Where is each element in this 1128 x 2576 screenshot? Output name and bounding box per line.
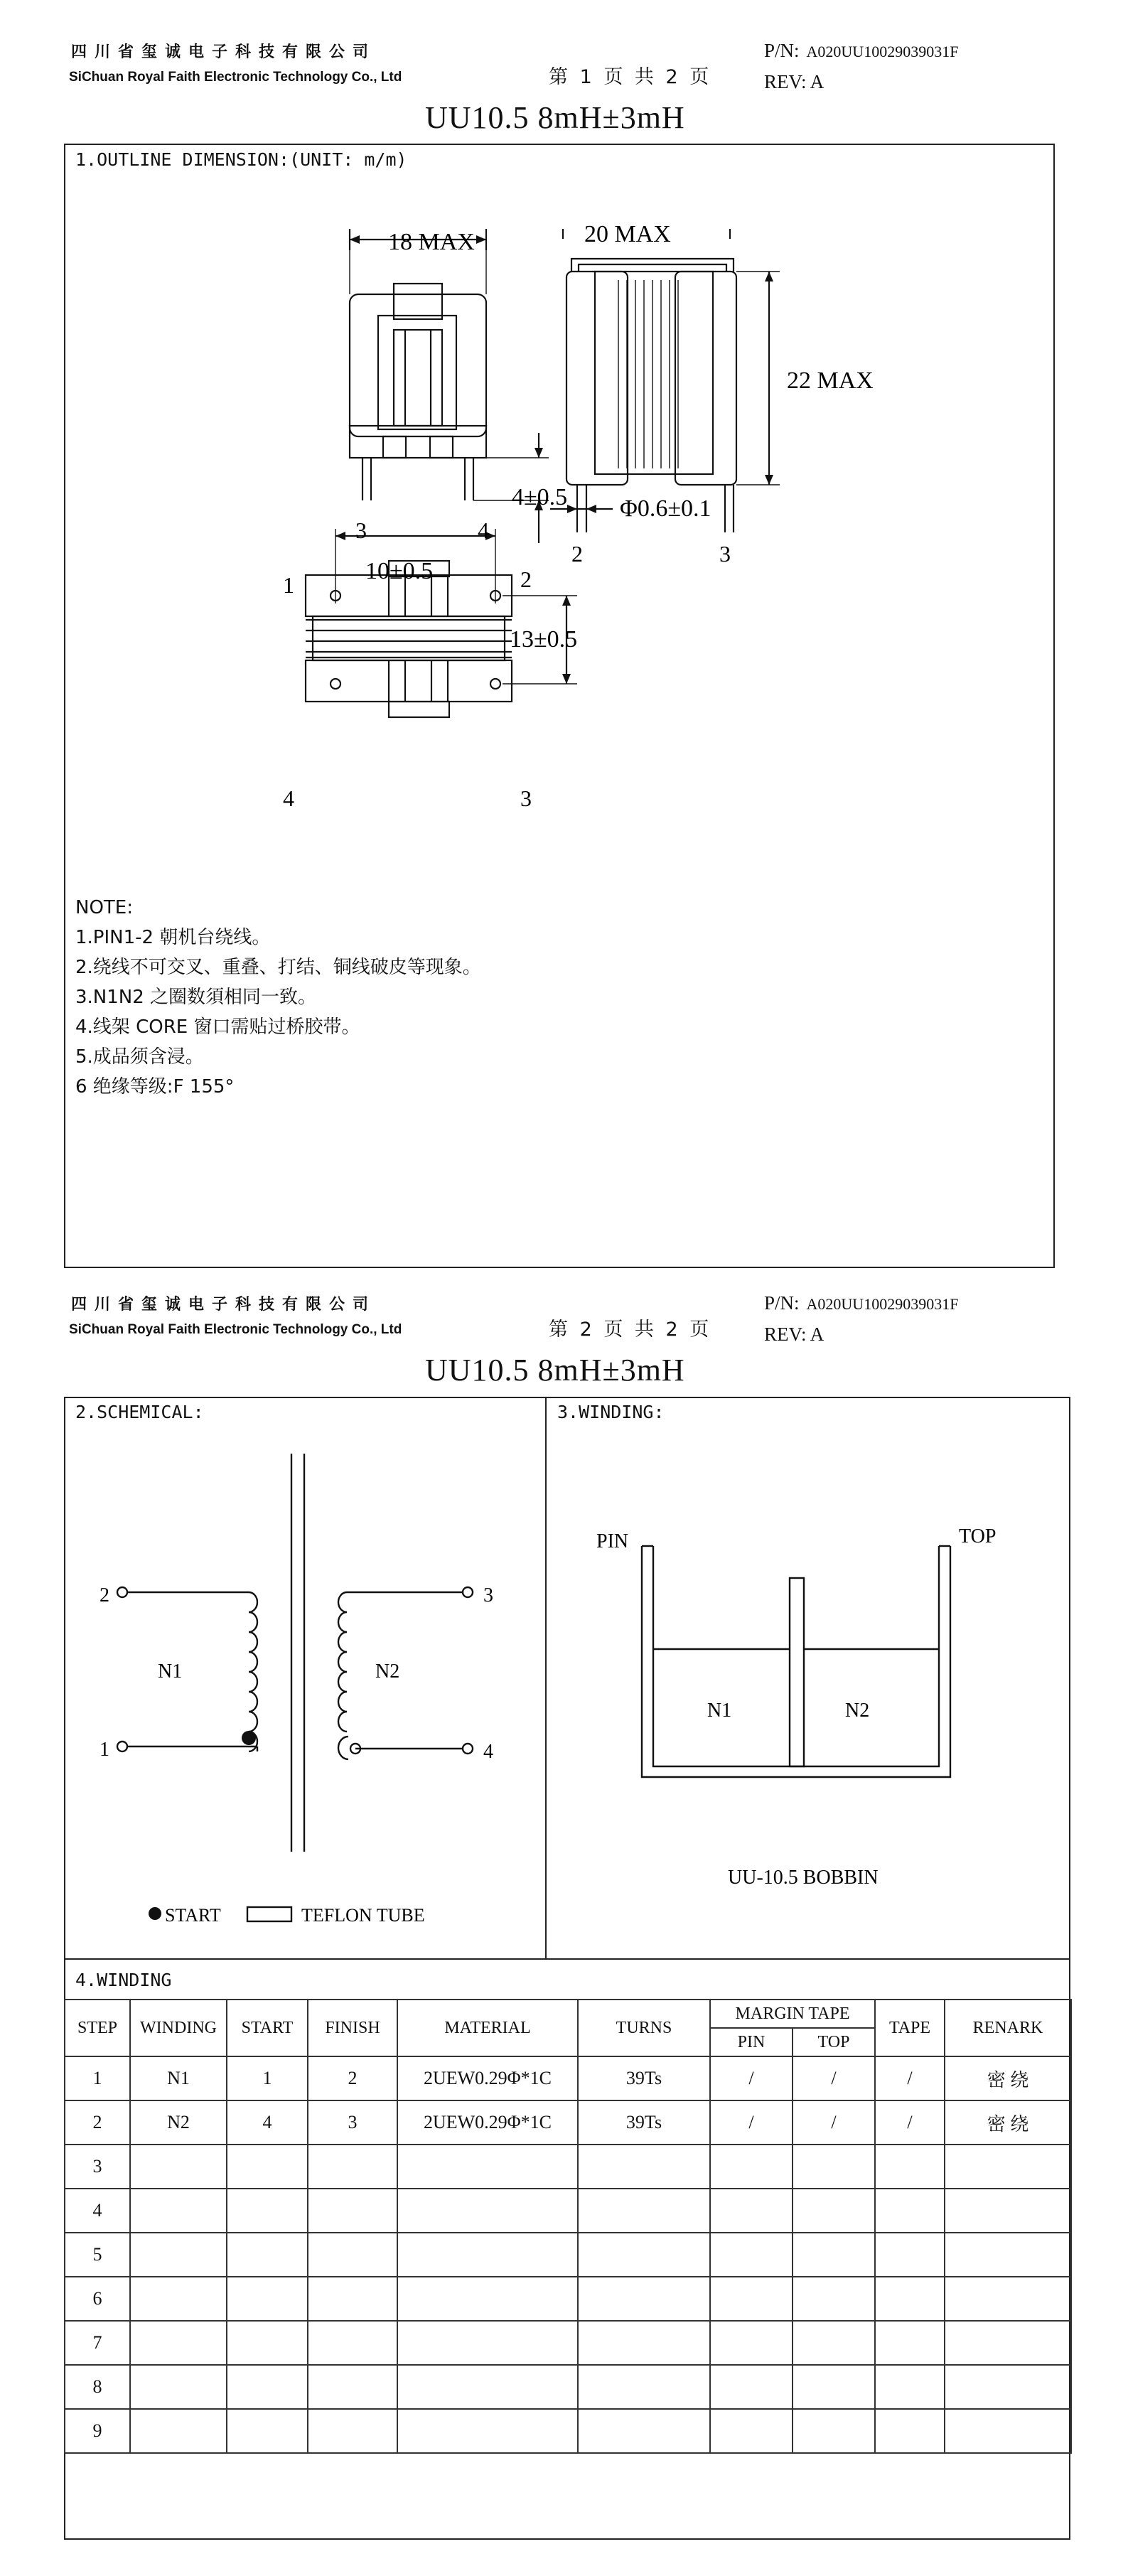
cell-start [227, 2233, 308, 2277]
dim-22-max: 22 MAX [787, 367, 874, 394]
col-turns: TURNS [578, 2000, 710, 2056]
note-line: 1.PIN1-2 朝机台绕线。 [75, 927, 271, 948]
note-line: 2.绕线不可交叉、重叠、打结、铜线破皮等现象。 [75, 957, 481, 978]
cell-start: 4 [227, 2100, 308, 2145]
cell-margin-top: / [793, 2100, 875, 2145]
cell-margin-top [793, 2189, 875, 2233]
cell-material [397, 2233, 578, 2277]
cell-tape: / [875, 2056, 945, 2100]
cell-margin-top [793, 2145, 875, 2189]
col-margin-top: TOP [793, 2028, 875, 2056]
table-row [65, 2365, 1071, 2409]
cell-turns [578, 2277, 710, 2321]
cell-material: 2UEW0.29Φ*1C [397, 2056, 578, 2100]
page-number: 第 1 页 共 2 页 [549, 66, 712, 88]
winding-table-title: 4.WINDING [75, 1970, 172, 1990]
bobbin-n2-label: N2 [845, 1700, 870, 1722]
cell-turns [578, 2365, 710, 2409]
cell-step: 3 [65, 2145, 130, 2189]
cell-tape [875, 2409, 945, 2453]
cell-margin-pin [710, 2145, 793, 2189]
cell-finish [308, 2365, 397, 2409]
schem-n1-label: N1 [158, 1660, 183, 1683]
cell-winding [130, 2365, 227, 2409]
table-row [65, 2056, 1071, 2100]
cell-finish [308, 2233, 397, 2277]
cell-step: 9 [65, 2409, 130, 2453]
part-number [764, 40, 958, 62]
cell-finish [308, 2189, 397, 2233]
cell-turns [578, 2233, 710, 2277]
cell-step: 8 [65, 2365, 130, 2409]
cell-remark [945, 2321, 1071, 2365]
cell-margin-top [793, 2409, 875, 2453]
col-material: MATERIAL [397, 2000, 578, 2056]
company-name-en: SiChuan Royal Faith Electronic Technology Co., Ltd [69, 70, 402, 85]
outline-title: 1.OUTLINE DIMENSION:(UNIT: m/m) [75, 149, 407, 170]
cell-finish: 2 [308, 2056, 397, 2100]
cell-material [397, 2189, 578, 2233]
cell-remark [945, 2365, 1071, 2409]
cell-start [227, 2321, 308, 2365]
start-legend-label: START [165, 1905, 221, 1926]
bottom-pin-4: 4 [283, 785, 294, 811]
cell-start [227, 2189, 308, 2233]
cell-remark [945, 2189, 1071, 2233]
col-finish: FINISH [308, 2000, 397, 2056]
cell-tape [875, 2321, 945, 2365]
cell-remark [945, 2409, 1071, 2453]
bobbin-n1-label: N1 [707, 1700, 732, 1722]
cell-step: 7 [65, 2321, 130, 2365]
cell-material [397, 2277, 578, 2321]
cell-material [397, 2145, 578, 2189]
cell-winding [130, 2189, 227, 2233]
schematic-title: 2.SCHEMICAL: [75, 1402, 204, 1422]
page-number: 第 2 页 共 2 页 [549, 1319, 712, 1341]
winding-diagram-title: 3.WINDING: [557, 1402, 665, 1422]
bobbin-diagram [547, 1397, 1070, 1958]
dim-pin-diameter: Φ0.6±0.1 [620, 495, 711, 522]
cell-finish: 3 [308, 2100, 397, 2145]
outline-box [64, 144, 1055, 1268]
bobbin-top-label: TOP [959, 1525, 997, 1547]
bobbin-pin-label: PIN [596, 1530, 629, 1552]
dim-pin-length: 4±0.5 [512, 484, 568, 510]
cell-finish [308, 2409, 397, 2453]
schem-pin-4: 4 [483, 1741, 493, 1763]
front-pin-3: 3 [355, 517, 367, 543]
cell-start [227, 2145, 308, 2189]
cell-finish [308, 2321, 397, 2365]
cell-margin-pin [710, 2409, 793, 2453]
cell-margin-pin: / [710, 2100, 793, 2145]
col-step: STEP [65, 2000, 130, 2056]
notes-block [75, 893, 481, 1102]
cell-finish [308, 2145, 397, 2189]
side-pin-2: 2 [571, 541, 583, 567]
cell-margin-pin [710, 2233, 793, 2277]
document-title: UU10.5 8mH±3mH [425, 100, 685, 135]
table-row [65, 2233, 1071, 2277]
cell-remark: 密 绕 [945, 2100, 1071, 2145]
cell-turns [578, 2409, 710, 2453]
table-row [65, 2277, 1071, 2321]
cell-start [227, 2365, 308, 2409]
cell-start [227, 2277, 308, 2321]
cell-material: 2UEW0.29Φ*1C [397, 2100, 578, 2145]
revision: REV: A [764, 1324, 824, 1345]
cell-step: 6 [65, 2277, 130, 2321]
note-line: 5.成品须含浸。 [75, 1046, 204, 1068]
dim-20-max: 20 MAX [584, 221, 671, 247]
cell-remark: 密 绕 [945, 2056, 1071, 2100]
cell-margin-top [793, 2277, 875, 2321]
cell-tape [875, 2233, 945, 2277]
cell-tape: / [875, 2100, 945, 2145]
cell-tape [875, 2365, 945, 2409]
section-divider [64, 1958, 1070, 1960]
cell-tape [875, 2277, 945, 2321]
cell-margin-pin [710, 2189, 793, 2233]
cell-margin-top [793, 2233, 875, 2277]
company-name-cn: 四川省玺诚电子科技有限公司 [71, 1296, 377, 1314]
dim-pitch-10: 10±0.5 [365, 558, 434, 584]
table-row [65, 2321, 1071, 2365]
cell-finish [308, 2277, 397, 2321]
schem-pin-3: 3 [483, 1584, 493, 1606]
dim-pitch-13: 13±0.5 [510, 626, 578, 653]
schem-pin-2: 2 [100, 1584, 109, 1606]
cell-tape [875, 2145, 945, 2189]
side-view [550, 229, 780, 532]
cell-margin-top: / [793, 2056, 875, 2100]
table-row [65, 2145, 1071, 2189]
cell-remark [945, 2145, 1071, 2189]
cell-turns: 39Ts [578, 2056, 710, 2100]
schem-n2-label: N2 [375, 1660, 400, 1683]
cell-margin-top [793, 2321, 875, 2365]
bottom-pin-3: 3 [520, 785, 532, 811]
note-line: 3.N1N2 之圈数須相同一致。 [75, 987, 317, 1008]
cell-material [397, 2321, 578, 2365]
col-margin-tape: MARGIN TAPE [710, 2000, 875, 2028]
company-name-en: SiChuan Royal Faith Electronic Technology Co., Ltd [69, 1322, 402, 1337]
cell-step: 5 [65, 2233, 130, 2277]
cell-tape [875, 2189, 945, 2233]
cell-turns [578, 2189, 710, 2233]
part-number [764, 1292, 958, 1314]
cell-step: 1 [65, 2056, 130, 2100]
cell-turns [578, 2145, 710, 2189]
cell-margin-pin [710, 2365, 793, 2409]
cell-step: 4 [65, 2189, 130, 2233]
cell-turns [578, 2321, 710, 2365]
cell-winding [130, 2233, 227, 2277]
side-pin-3: 3 [719, 541, 731, 567]
table-row [65, 2189, 1071, 2233]
cell-margin-pin [710, 2277, 793, 2321]
dim-18-max: 18 MAX [388, 229, 475, 255]
notes-heading: NOTE: [75, 897, 133, 918]
col-remark: RENARK [945, 2000, 1071, 2056]
cell-margin-pin [710, 2321, 793, 2365]
cell-winding [130, 2321, 227, 2365]
table-row [65, 2409, 1071, 2453]
cell-winding [130, 2145, 227, 2189]
company-name-cn: 四川省玺诚电子科技有限公司 [71, 43, 377, 61]
cell-material [397, 2409, 578, 2453]
bobbin-name: UU-10.5 BOBBIN [728, 1867, 879, 1889]
part-number-label: P/N: [764, 40, 800, 61]
cell-winding [130, 2409, 227, 2453]
cell-step: 2 [65, 2100, 130, 2145]
cell-start [227, 2409, 308, 2453]
cell-remark [945, 2277, 1071, 2321]
note-line: 4.线架 CORE 窗口需贴过桥胶带。 [75, 1016, 360, 1038]
part-number-label: P/N: [764, 1292, 800, 1314]
col-start: START [227, 2000, 308, 2056]
part-number-value: A020UU10029039031F [806, 43, 959, 60]
bottom-pin-1: 1 [283, 572, 294, 598]
document-title: UU10.5 8mH±3mH [425, 1353, 685, 1388]
cell-material [397, 2365, 578, 2409]
bottom-view [306, 529, 577, 717]
cell-remark [945, 2233, 1071, 2277]
cell-winding: N1 [130, 2056, 227, 2100]
cell-start: 1 [227, 2056, 308, 2100]
table-header-row [65, 2000, 1071, 2028]
cell-turns: 39Ts [578, 2100, 710, 2145]
front-pin-4: 4 [478, 517, 489, 543]
col-tape: TAPE [875, 2000, 945, 2056]
bottom-pin-2: 2 [520, 567, 532, 592]
part-number-value: A020UU10029039031F [806, 1295, 959, 1313]
note-line: 6 绝缘等级:F 155° [75, 1076, 235, 1098]
revision: REV: A [764, 71, 824, 92]
cell-margin-pin: / [710, 2056, 793, 2100]
cell-winding: N2 [130, 2100, 227, 2145]
col-margin-pin: PIN [710, 2028, 793, 2056]
table-row [65, 2100, 1071, 2145]
col-winding: WINDING [130, 2000, 227, 2056]
cell-winding [130, 2277, 227, 2321]
teflon-legend-label: TEFLON TUBE [301, 1905, 425, 1926]
schematic-diagram [64, 1397, 545, 1958]
winding-table [64, 1999, 1072, 2454]
schem-pin-1: 1 [100, 1739, 109, 1761]
cell-margin-top [793, 2365, 875, 2409]
